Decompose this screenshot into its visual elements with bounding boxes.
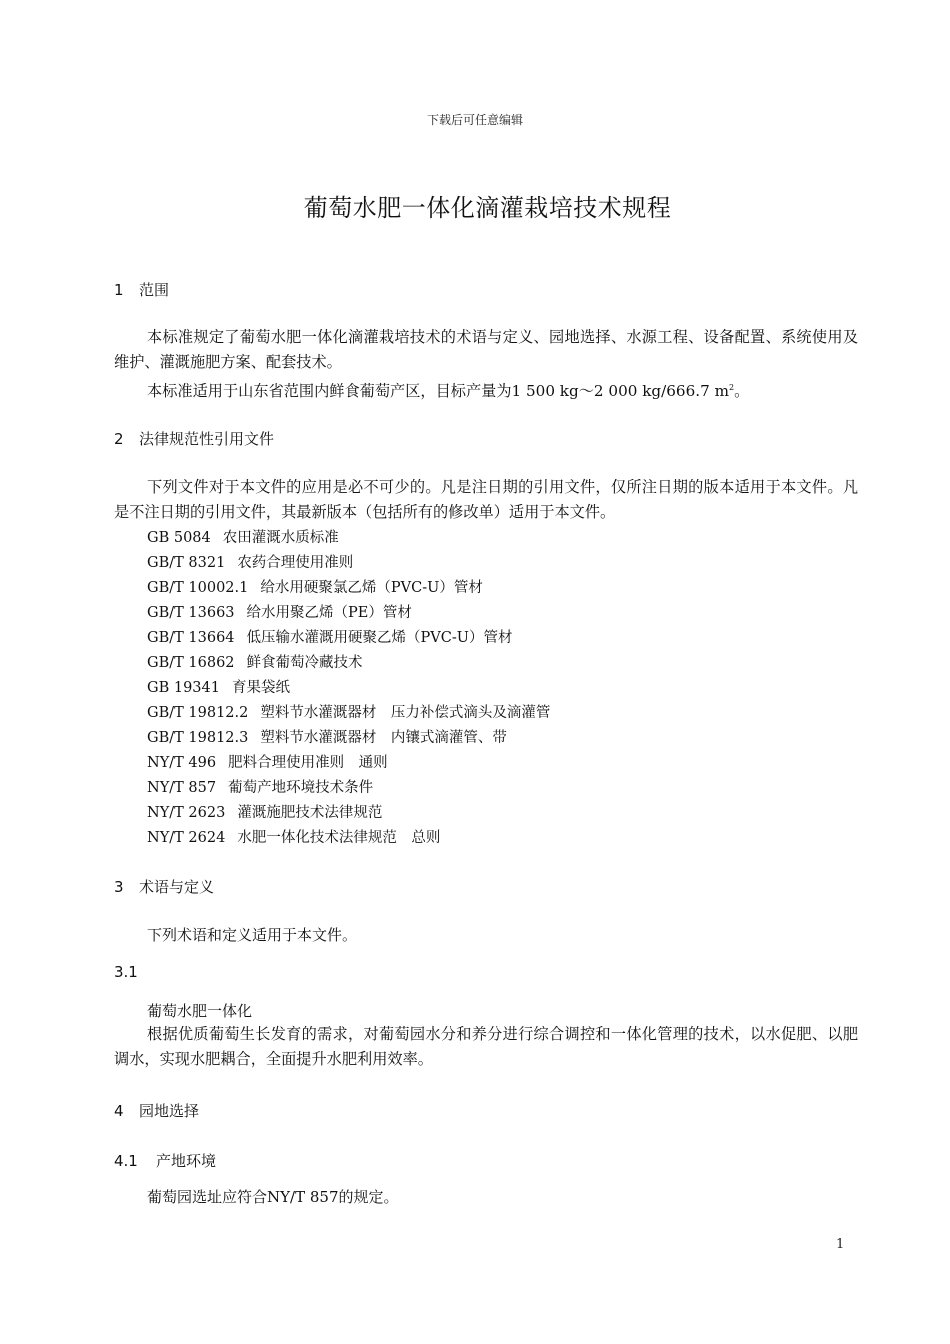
subsection-3-1-number: 3.1	[114, 963, 138, 981]
reference-code: GB/T 16862	[147, 655, 235, 671]
reference-title: 葡萄产地环境技术条件	[228, 780, 374, 796]
reference-item	[147, 526, 550, 551]
reference-title: 塑料节水灌溉器材 内镶式滴灌管、带	[260, 730, 507, 746]
header-note: 下载后可任意编辑	[426, 113, 523, 127]
section-title: 园地选择	[139, 1102, 200, 1120]
reference-code: NY/T 496	[147, 755, 217, 771]
section-3-heading	[114, 876, 214, 897]
reference-title: 给水用硬聚氯乙烯（PVC-U）管材	[260, 580, 483, 596]
section-number: 4.1	[114, 1152, 138, 1170]
scope-paragraph-1: 本标准规定了葡萄水肥一体化滴灌栽培技术的术语与定义、园地选择、水源工程、设备配置、系统使用及维护、灌溉施肥方案、配套技术。	[114, 328, 858, 371]
references-intro-paragraph: 下列文件对于本文件的应用是必不可少的。凡是注日期的引用文件，仅所注日期的版本适用于本文件。凡是不注日期的引用文件，其最新版本（包括所有的修改单）适用于本文件。	[114, 478, 858, 521]
reference-item	[147, 551, 550, 576]
reference-title: 水肥一体化技术法律规范 总则	[237, 830, 441, 846]
reference-code: GB 19341	[147, 680, 220, 696]
reference-item	[147, 826, 550, 851]
term-definition: 根据优质葡萄生长发育的需求，对葡萄园水分和养分进行综合调控和一体化管理的技术，以水促肥、以肥调水，实现水肥耦合，全面提升水肥利用效率。	[114, 1025, 858, 1068]
section-1-heading	[114, 279, 169, 300]
reference-code: GB/T 8321	[147, 555, 226, 571]
reference-title: 育果袋纸	[231, 680, 290, 696]
subsection-4-1-heading	[114, 1150, 216, 1171]
reference-item	[147, 601, 550, 626]
reference-item	[147, 801, 550, 826]
reference-code: GB/T 19812.2	[147, 705, 249, 721]
section-title: 范围	[139, 281, 170, 299]
scope-paragraph-2: 本标准适用于山东省范围内鲜食葡萄产区，目标产量为1 500 kg～2 000 kg/666.7 $m^2$。	[147, 382, 750, 401]
reference-title: 肥料合理使用准则 通则	[228, 755, 388, 771]
reference-item	[147, 651, 550, 676]
page-number: 1	[836, 1237, 845, 1252]
reference-code: GB 5084	[147, 530, 211, 546]
reference-code: GB/T 13663	[147, 605, 235, 621]
section-2-heading	[114, 428, 274, 449]
reference-item	[147, 701, 550, 726]
reference-title: 给水用聚乙烯（PE）管材	[246, 605, 412, 621]
normative-references-list	[147, 526, 550, 851]
section-number: 1	[114, 281, 124, 299]
reference-code: NY/T 857	[147, 780, 217, 796]
section-title: 法律规范性引用文件	[139, 430, 275, 448]
reference-item	[147, 751, 550, 776]
reference-code: GB/T 13664	[147, 630, 235, 646]
reference-title: 鲜食葡萄冷藏技术	[246, 655, 363, 671]
section-4-heading	[114, 1100, 199, 1121]
section-number: 4	[114, 1102, 124, 1120]
section-title: 产地环境	[156, 1152, 217, 1170]
reference-title: 塑料节水灌溉器材 压力补偿式滴头及滴灌管	[260, 705, 551, 721]
section-number: 3	[114, 878, 124, 896]
reference-item	[147, 626, 550, 651]
reference-item	[147, 676, 550, 701]
section-title: 术语与定义	[139, 878, 215, 896]
reference-title: 低压输水灌溉用硬聚乙烯（PVC-U）管材	[246, 630, 513, 646]
reference-code: GB/T 10002.1	[147, 580, 249, 596]
reference-title: 农药合理使用准则	[237, 555, 354, 571]
reference-code: GB/T 19812.3	[147, 730, 249, 746]
site-environment-paragraph: 葡萄园选址应符合NY/T 857的规定。	[147, 1188, 399, 1206]
terms-intro: 下列术语和定义适用于本文件。	[147, 926, 358, 944]
term-name: 葡萄水肥一体化	[147, 1002, 253, 1020]
document-title: 葡萄水肥一体化滴灌栽培技术规程	[303, 194, 672, 222]
reference-item	[147, 726, 550, 751]
reference-title: 农田灌溉水质标准	[222, 530, 339, 546]
reference-item	[147, 776, 550, 801]
reference-item	[147, 576, 550, 601]
reference-code: NY/T 2623	[147, 805, 226, 821]
reference-code: NY/T 2624	[147, 830, 226, 846]
reference-title: 灌溉施肥技术法律规范	[237, 805, 383, 821]
section-number: 2	[114, 430, 124, 448]
